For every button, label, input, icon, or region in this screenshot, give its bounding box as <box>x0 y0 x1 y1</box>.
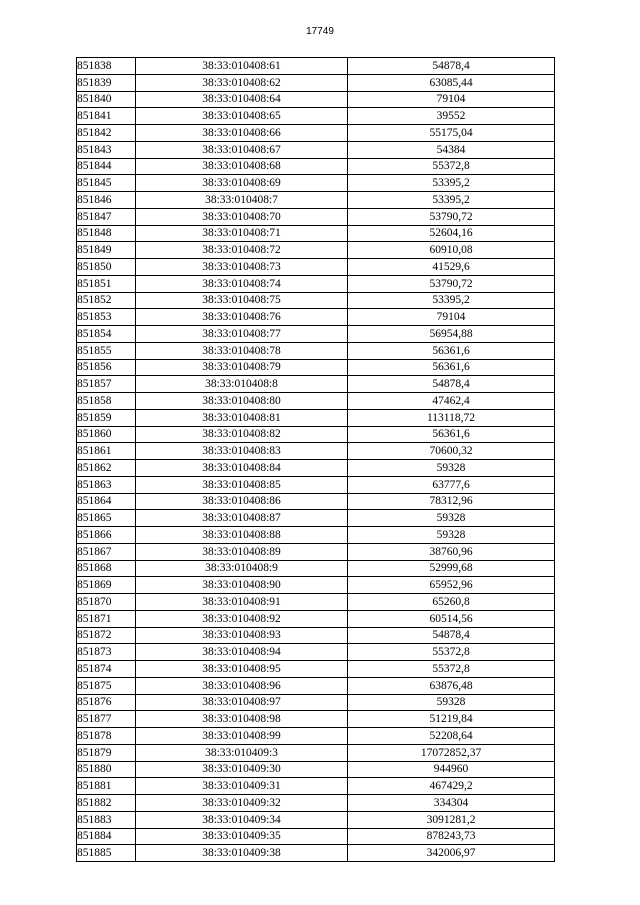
row-number-cell: 851866 <box>77 527 136 544</box>
row-number-cell: 851850 <box>77 259 136 276</box>
table-row <box>77 744 555 761</box>
cadastral-value-cell: 65260,8 <box>348 594 555 611</box>
table-row <box>77 259 555 276</box>
row-number-cell: 851852 <box>77 292 136 309</box>
table-row <box>77 376 555 393</box>
row-number-cell: 851865 <box>77 510 136 527</box>
cadastral-value-cell: 59328 <box>348 527 555 544</box>
cadastral-number-cell: 38:33:010408:77 <box>136 326 348 343</box>
table-row <box>77 577 555 594</box>
cadastral-value-cell: 59328 <box>348 460 555 477</box>
cadastral-value-cell: 55372,8 <box>348 644 555 661</box>
cadastral-number-cell: 38:33:010408:98 <box>136 711 348 728</box>
cadastral-number-cell: 38:33:010408:88 <box>136 527 348 544</box>
cadastral-value-cell: 878243,73 <box>348 828 555 845</box>
cadastral-number-cell: 38:33:010408:95 <box>136 661 348 678</box>
cadastral-value-cell: 63777,6 <box>348 476 555 493</box>
table-row <box>77 694 555 711</box>
table-row <box>77 125 555 142</box>
cadastral-value-cell: 17072852,37 <box>348 744 555 761</box>
cadastral-number-cell: 38:33:010408:71 <box>136 225 348 242</box>
cadastral-number-cell: 38:33:010408:87 <box>136 510 348 527</box>
table-row <box>77 208 555 225</box>
row-number-cell: 851859 <box>77 409 136 426</box>
row-number-cell: 851846 <box>77 192 136 209</box>
cadastral-number-cell: 38:33:010408:90 <box>136 577 348 594</box>
row-number-cell: 851883 <box>77 811 136 828</box>
cadastral-value-cell: 60514,56 <box>348 610 555 627</box>
row-number-cell: 851869 <box>77 577 136 594</box>
cadastral-value-cell: 55372,8 <box>348 661 555 678</box>
cadastral-number-cell: 38:33:010408:7 <box>136 192 348 209</box>
row-number-cell: 851864 <box>77 493 136 510</box>
cadastral-value-cell: 53395,2 <box>348 292 555 309</box>
row-number-cell: 851874 <box>77 661 136 678</box>
table-row <box>77 510 555 527</box>
cadastral-value-cell: 70600,32 <box>348 443 555 460</box>
cadastral-value-cell: 56361,6 <box>348 342 555 359</box>
cadastral-value-cell: 113118,72 <box>348 409 555 426</box>
table-body <box>77 58 555 862</box>
cadastral-number-cell: 38:33:010408:93 <box>136 627 348 644</box>
table-row <box>77 108 555 125</box>
row-number-cell: 851884 <box>77 828 136 845</box>
cadastral-value-cell: 334304 <box>348 795 555 812</box>
cadastral-number-cell: 38:33:010408:99 <box>136 728 348 745</box>
cadastral-value-cell: 63085,44 <box>348 74 555 91</box>
cadastral-number-cell: 38:33:010408:73 <box>136 259 348 276</box>
row-number-cell: 851842 <box>77 125 136 142</box>
table-row <box>77 778 555 795</box>
row-number-cell: 851877 <box>77 711 136 728</box>
row-number-cell: 851851 <box>77 275 136 292</box>
table-row <box>77 443 555 460</box>
cadastral-number-cell: 38:33:010408:67 <box>136 141 348 158</box>
row-number-cell: 851871 <box>77 610 136 627</box>
cadastral-value-cell: 467429,2 <box>348 778 555 795</box>
cadastral-value-cell: 342006,97 <box>348 845 555 862</box>
cadastral-value-cell: 53395,2 <box>348 175 555 192</box>
table-row <box>77 342 555 359</box>
cadastral-value-cell: 47462,4 <box>348 393 555 410</box>
cadastral-number-cell: 38:33:010408:68 <box>136 158 348 175</box>
table-row <box>77 476 555 493</box>
table-row <box>77 811 555 828</box>
row-number-cell: 851855 <box>77 342 136 359</box>
cadastral-number-cell: 38:33:010408:72 <box>136 242 348 259</box>
table-row <box>77 493 555 510</box>
cadastral-value-cell: 56954,88 <box>348 326 555 343</box>
row-number-cell: 851872 <box>77 627 136 644</box>
page-number: 17749 <box>306 26 334 37</box>
row-number-cell: 851857 <box>77 376 136 393</box>
cadastral-value-cell: 79104 <box>348 309 555 326</box>
cadastral-value-cell: 59328 <box>348 694 555 711</box>
cadastral-number-cell: 38:33:010408:83 <box>136 443 348 460</box>
table-row <box>77 242 555 259</box>
row-number-cell: 851844 <box>77 158 136 175</box>
row-number-cell: 851878 <box>77 728 136 745</box>
cadastral-value-cell: 65952,96 <box>348 577 555 594</box>
row-number-cell: 851879 <box>77 744 136 761</box>
cadastral-value-cell: 54878,4 <box>348 627 555 644</box>
cadastral-number-cell: 38:33:010409:38 <box>136 845 348 862</box>
cadastral-number-cell: 38:33:010409:35 <box>136 828 348 845</box>
row-number-cell: 851860 <box>77 426 136 443</box>
table-row <box>77 91 555 108</box>
row-number-cell: 851861 <box>77 443 136 460</box>
row-number-cell: 851840 <box>77 91 136 108</box>
cadastral-value-cell: 60910,08 <box>348 242 555 259</box>
cadastral-number-cell: 38:33:010409:3 <box>136 744 348 761</box>
cadastral-value-cell: 54878,4 <box>348 58 555 75</box>
table-row <box>77 594 555 611</box>
cadastral-number-cell: 38:33:010408:91 <box>136 594 348 611</box>
cadastral-number-cell: 38:33:010408:97 <box>136 694 348 711</box>
cadastral-number-cell: 38:33:010408:94 <box>136 644 348 661</box>
cadastral-number-cell: 38:33:010408:75 <box>136 292 348 309</box>
cadastral-number-cell: 38:33:010408:8 <box>136 376 348 393</box>
cadastral-value-cell: 78312,96 <box>348 493 555 510</box>
table-row <box>77 326 555 343</box>
row-number-cell: 851862 <box>77 460 136 477</box>
cadastral-number-cell: 38:33:010409:31 <box>136 778 348 795</box>
table-row <box>77 460 555 477</box>
table-row <box>77 192 555 209</box>
row-number-cell: 851876 <box>77 694 136 711</box>
row-number-cell: 851880 <box>77 761 136 778</box>
table-row <box>77 225 555 242</box>
cadastral-value-cell: 39552 <box>348 108 555 125</box>
cadastral-value-cell: 53395,2 <box>348 192 555 209</box>
table-row <box>77 627 555 644</box>
table-row <box>77 527 555 544</box>
table-row <box>77 275 555 292</box>
cadastral-number-cell: 38:33:010409:32 <box>136 795 348 812</box>
cadastral-value-cell: 38760,96 <box>348 543 555 560</box>
cadastral-number-cell: 38:33:010408:9 <box>136 560 348 577</box>
table-row <box>77 426 555 443</box>
row-number-cell: 851853 <box>77 309 136 326</box>
cadastral-number-cell: 38:33:010408:81 <box>136 409 348 426</box>
table-row <box>77 644 555 661</box>
cadastral-number-cell: 38:33:010408:61 <box>136 58 348 75</box>
row-number-cell: 851870 <box>77 594 136 611</box>
cadastral-value-cell: 55175,04 <box>348 125 555 142</box>
cadastral-value-cell: 52999,68 <box>348 560 555 577</box>
cadastral-value-cell: 53790,72 <box>348 208 555 225</box>
row-number-cell: 851881 <box>77 778 136 795</box>
cadastral-value-cell: 79104 <box>348 91 555 108</box>
cadastral-number-cell: 38:33:010408:70 <box>136 208 348 225</box>
cadastral-number-cell: 38:33:010408:86 <box>136 493 348 510</box>
table-row <box>77 409 555 426</box>
row-number-cell: 851867 <box>77 543 136 560</box>
cadastral-number-cell: 38:33:010408:62 <box>136 74 348 91</box>
row-number-cell: 851854 <box>77 326 136 343</box>
row-number-cell: 851856 <box>77 359 136 376</box>
cadastral-value-cell: 53790,72 <box>348 275 555 292</box>
cadastral-number-cell: 38:33:010408:80 <box>136 393 348 410</box>
cadastral-number-cell: 38:33:010408:64 <box>136 91 348 108</box>
cadastral-number-cell: 38:33:010408:66 <box>136 125 348 142</box>
row-number-cell: 851868 <box>77 560 136 577</box>
cadastral-value-cell: 54878,4 <box>348 376 555 393</box>
row-number-cell: 851848 <box>77 225 136 242</box>
row-number-cell: 851843 <box>77 141 136 158</box>
table-row <box>77 543 555 560</box>
cadastral-value-cell: 55372,8 <box>348 158 555 175</box>
table-row <box>77 845 555 862</box>
cadastral-number-cell: 38:33:010408:69 <box>136 175 348 192</box>
table-row <box>77 795 555 812</box>
cadastral-number-cell: 38:33:010408:82 <box>136 426 348 443</box>
cadastral-number-cell: 38:33:010409:30 <box>136 761 348 778</box>
table-row <box>77 58 555 75</box>
row-number-cell: 851849 <box>77 242 136 259</box>
table-row <box>77 393 555 410</box>
row-number-cell: 851885 <box>77 845 136 862</box>
cadastral-value-cell: 51219,84 <box>348 711 555 728</box>
cadastral-value-cell: 54384 <box>348 141 555 158</box>
row-number-cell: 851875 <box>77 677 136 694</box>
cadastral-value-cell: 52604,16 <box>348 225 555 242</box>
row-number-cell: 851873 <box>77 644 136 661</box>
cadastral-value-table <box>76 57 555 862</box>
row-number-cell: 851838 <box>77 58 136 75</box>
table-row <box>77 828 555 845</box>
cadastral-number-cell: 38:33:010408:84 <box>136 460 348 477</box>
cadastral-value-cell: 944960 <box>348 761 555 778</box>
table-row <box>77 309 555 326</box>
table-row <box>77 728 555 745</box>
cadastral-number-cell: 38:33:010408:78 <box>136 342 348 359</box>
table-row <box>77 560 555 577</box>
table-row <box>77 661 555 678</box>
cadastral-number-cell: 38:33:010408:74 <box>136 275 348 292</box>
row-number-cell: 851841 <box>77 108 136 125</box>
table-row <box>77 141 555 158</box>
table-row <box>77 359 555 376</box>
row-number-cell: 851839 <box>77 74 136 91</box>
table-row <box>77 158 555 175</box>
cadastral-value-cell: 56361,6 <box>348 359 555 376</box>
table-row <box>77 677 555 694</box>
cadastral-value-cell: 52208,64 <box>348 728 555 745</box>
cadastral-value-cell: 56361,6 <box>348 426 555 443</box>
table-row <box>77 175 555 192</box>
cadastral-number-cell: 38:33:010408:76 <box>136 309 348 326</box>
cadastral-number-cell: 38:33:010408:79 <box>136 359 348 376</box>
row-number-cell: 851863 <box>77 476 136 493</box>
cadastral-value-cell: 59328 <box>348 510 555 527</box>
cadastral-value-cell: 3091281,2 <box>348 811 555 828</box>
cadastral-value-cell: 41529,6 <box>348 259 555 276</box>
cadastral-number-cell: 38:33:010409:34 <box>136 811 348 828</box>
cadastral-number-cell: 38:33:010408:92 <box>136 610 348 627</box>
table-row <box>77 292 555 309</box>
table-row <box>77 761 555 778</box>
table-row <box>77 74 555 91</box>
cadastral-number-cell: 38:33:010408:65 <box>136 108 348 125</box>
row-number-cell: 851882 <box>77 795 136 812</box>
cadastral-number-cell: 38:33:010408:89 <box>136 543 348 560</box>
cadastral-value-cell: 63876,48 <box>348 677 555 694</box>
row-number-cell: 851847 <box>77 208 136 225</box>
row-number-cell: 851858 <box>77 393 136 410</box>
cadastral-number-cell: 38:33:010408:85 <box>136 476 348 493</box>
cadastral-number-cell: 38:33:010408:96 <box>136 677 348 694</box>
row-number-cell: 851845 <box>77 175 136 192</box>
table-row <box>77 610 555 627</box>
table-row <box>77 711 555 728</box>
